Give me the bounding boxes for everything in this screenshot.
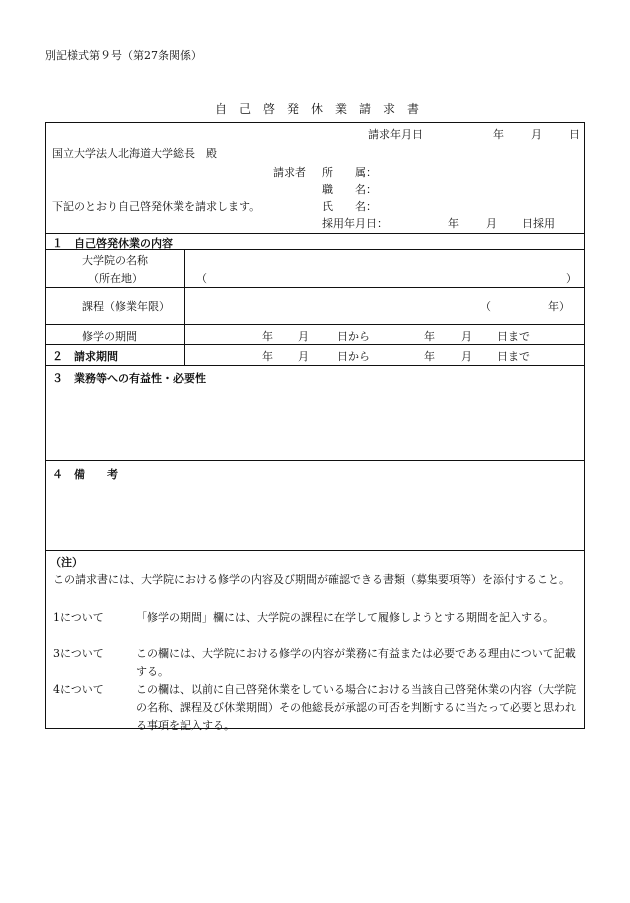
- request-from-month: 月: [298, 350, 309, 363]
- section4-heading: ４ 備 考: [52, 468, 118, 481]
- hire-month-label: 月: [486, 217, 497, 230]
- section2-heading: ２ 請求期間: [52, 350, 118, 363]
- form-number: 別記様式第９号（第27条関係）: [45, 49, 202, 62]
- position-label: 職 名：: [322, 183, 377, 196]
- notes-intro: この請求書には、大学院における修学の内容及び期間が確認できる書類（募集要項等）を添付すること。: [53, 573, 570, 586]
- divider: [45, 324, 585, 325]
- divider: [45, 287, 585, 288]
- grad-school-paren-open: （: [196, 272, 207, 285]
- note-item-label: 4について: [53, 683, 104, 696]
- request-from-year: 年: [262, 350, 273, 363]
- study-to-year: 年: [424, 330, 435, 343]
- note-item-label: 3について: [53, 647, 104, 660]
- note-item-label: 1について: [53, 611, 104, 624]
- requester-label: 請求者: [273, 166, 306, 179]
- course-paren-open: （: [480, 300, 491, 313]
- divider: [45, 550, 585, 551]
- grad-school-location-label: （所在地）: [88, 272, 143, 285]
- study-from-month: 月: [298, 330, 309, 343]
- note-item-text: この欄は、以前に自己啓発休業をしている場合における当該自己啓発休業の内容（大学院の名称、課程及び休業期間）その他総長が承認の可否を判断するに当たって必要と思われる事項を記入する。: [136, 683, 576, 732]
- divider: [45, 460, 585, 461]
- section3-heading: ３ 業務等への有益性・必要性: [52, 372, 206, 385]
- divider: [45, 365, 585, 366]
- name-label: 氏 名：: [322, 200, 377, 213]
- request-statement: 下記のとおり自己啓発休業を請求します。: [52, 200, 261, 213]
- study-to-day: 日まで: [497, 330, 530, 343]
- course-label: 課程（修業年限）: [82, 300, 170, 313]
- study-from-year: 年: [262, 330, 273, 343]
- divider: [45, 344, 585, 345]
- study-to-month: 月: [461, 330, 472, 343]
- study-from-day: 日から: [337, 330, 370, 343]
- request-year-label: 年: [493, 128, 504, 141]
- addressee: 国立大学法人北海道大学総長 殿: [52, 147, 217, 160]
- note-item-text: この欄には、大学院における修学の内容が業務に有益または必要である理由について記載する。: [136, 647, 576, 678]
- request-from-day: 日から: [337, 350, 370, 363]
- request-to-day: 日まで: [497, 350, 530, 363]
- note-item-text: 「修学の期間」欄には、大学院の課程に在学して履修しようとする期間を記入する。: [136, 611, 554, 624]
- request-month-label: 月: [531, 128, 542, 141]
- grad-school-paren-close: ）: [566, 272, 577, 285]
- request-to-year: 年: [424, 350, 435, 363]
- hire-date-label: 採用年月日：: [322, 217, 388, 230]
- divider: [45, 233, 585, 234]
- hire-day-label: 日採用: [522, 217, 555, 230]
- grad-school-label: 大学院の名称: [82, 254, 148, 267]
- request-day-label: 日: [569, 128, 580, 141]
- notes-heading: （注）: [50, 556, 83, 569]
- section1-heading: １ 自己啓発休業の内容: [52, 237, 173, 250]
- study-period-label: 修学の期間: [82, 330, 137, 343]
- affiliation-label: 所 属：: [322, 166, 377, 179]
- request-date-label: 請求年月日: [368, 128, 423, 141]
- hire-year-label: 年: [448, 217, 459, 230]
- course-paren-close: 年）: [548, 300, 570, 313]
- request-to-month: 月: [461, 350, 472, 363]
- divider: [45, 249, 585, 250]
- column-divider: [184, 249, 185, 365]
- page-title: 自己啓発休業請求書: [215, 102, 432, 116]
